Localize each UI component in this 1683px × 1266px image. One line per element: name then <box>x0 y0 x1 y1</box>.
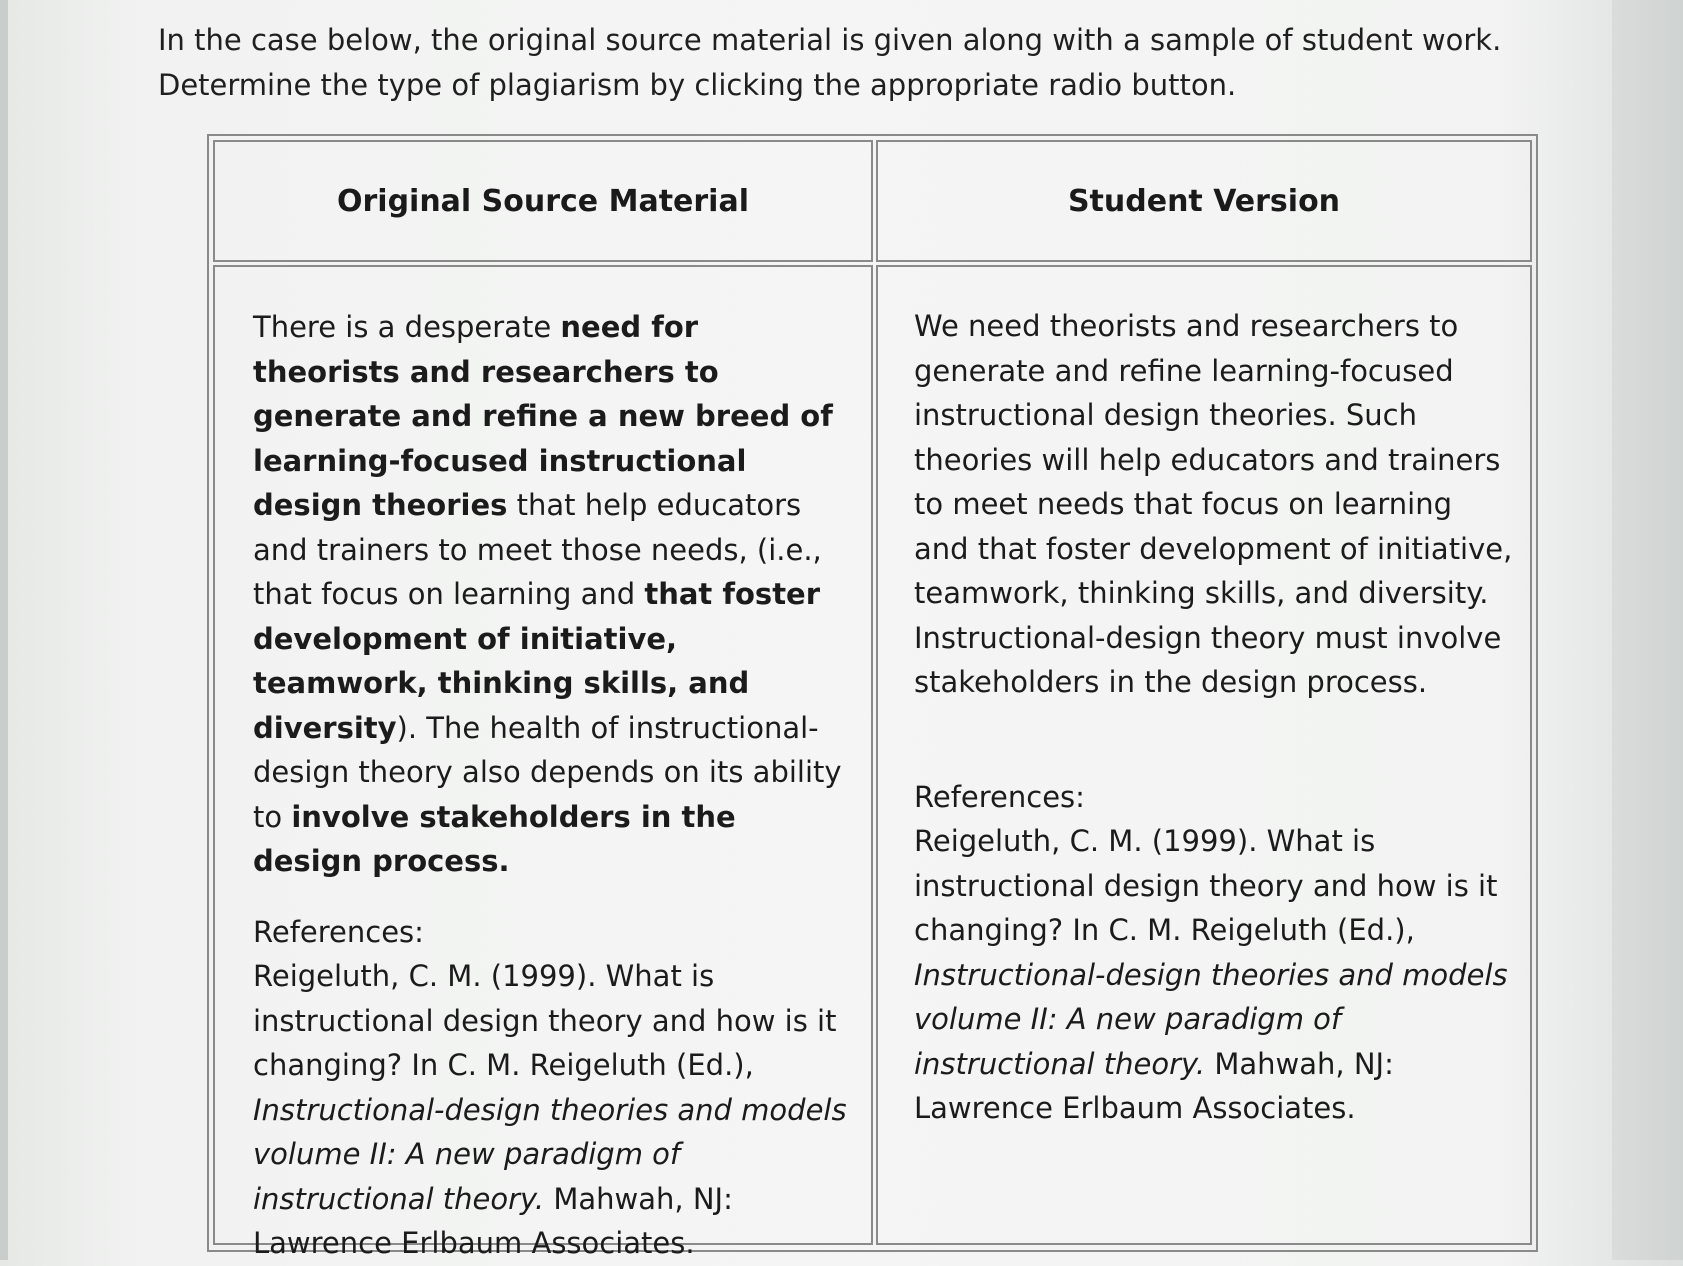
header-student-label: Student Version <box>1067 183 1341 219</box>
right-edge-strip <box>1612 0 1683 1260</box>
instructions-line-1: In the case below, the original source material is given along with a sample of student work. <box>158 23 1502 57</box>
student-passage: We need theorists and researchers to generate and refine learning-focused instructional design theories. Such theories will help educators and trainers to meet needs that focus on learning and that foster development of initiative, teamwork, thinking skills, and diversity. Instructional-design theory must involve stakeholders in the design process. <box>914 309 1513 699</box>
original-reference-citation <box>253 954 853 1266</box>
student-reference-citation <box>914 819 1514 1131</box>
student-reference-author: Reigeluth, C. M. (1999). What is instructional design theory and how is it changing? In C. M. Reigeluth (Ed.), <box>914 824 1498 947</box>
original-reference-book-title: Instructional-design theories and models volume II: A new paradigm of instructional theory. <box>253 1092 847 1216</box>
original-references-label: References: <box>253 914 424 949</box>
original-passage <box>253 305 853 884</box>
original-segment-bold: need for theorists and researchers to generate and refine a new breed of learning-focused instructional design theories <box>253 310 833 522</box>
original-segment: ). The health of instructional-design theory also depends on its ability to <box>253 710 842 834</box>
original-segment-bold: that foster development of initiative, teamwork, thinking skills, and diversity <box>253 577 821 745</box>
original-source-content <box>253 305 853 1266</box>
student-version-content <box>914 304 1514 1131</box>
original-segment: There is a desperate <box>253 310 561 344</box>
instructions <box>158 18 1558 108</box>
student-references-label: References: <box>914 779 1085 814</box>
original-segment: that help educators and trainers to meet those needs, (i.e., that focus on learning and <box>253 488 822 611</box>
header-original-source <box>213 140 873 262</box>
original-segment-bold: involve stakeholders in the design process. <box>253 799 736 878</box>
instructions-line-2: Determine the type of plagiarism by clicking the appropriate radio button. <box>158 68 1237 102</box>
original-reference-publisher: Mahwah, NJ: Lawrence Erlbaum Associates. <box>253 1181 733 1260</box>
header-original-label: Original Source Material <box>336 183 749 219</box>
original-reference-author: Reigeluth, C. M. (1999). What is instructional design theory and how is it changing? In C. M. Reigeluth (Ed.), <box>253 959 837 1082</box>
header-student-version <box>876 140 1532 262</box>
student-reference-book-title: Instructional-design theories and models volume II: A new paradigm of instructional theory. <box>914 957 1508 1081</box>
left-edge-strip <box>0 0 8 1260</box>
student-reference-publisher: Mahwah, NJ: Lawrence Erlbaum Associates. <box>914 1046 1394 1125</box>
